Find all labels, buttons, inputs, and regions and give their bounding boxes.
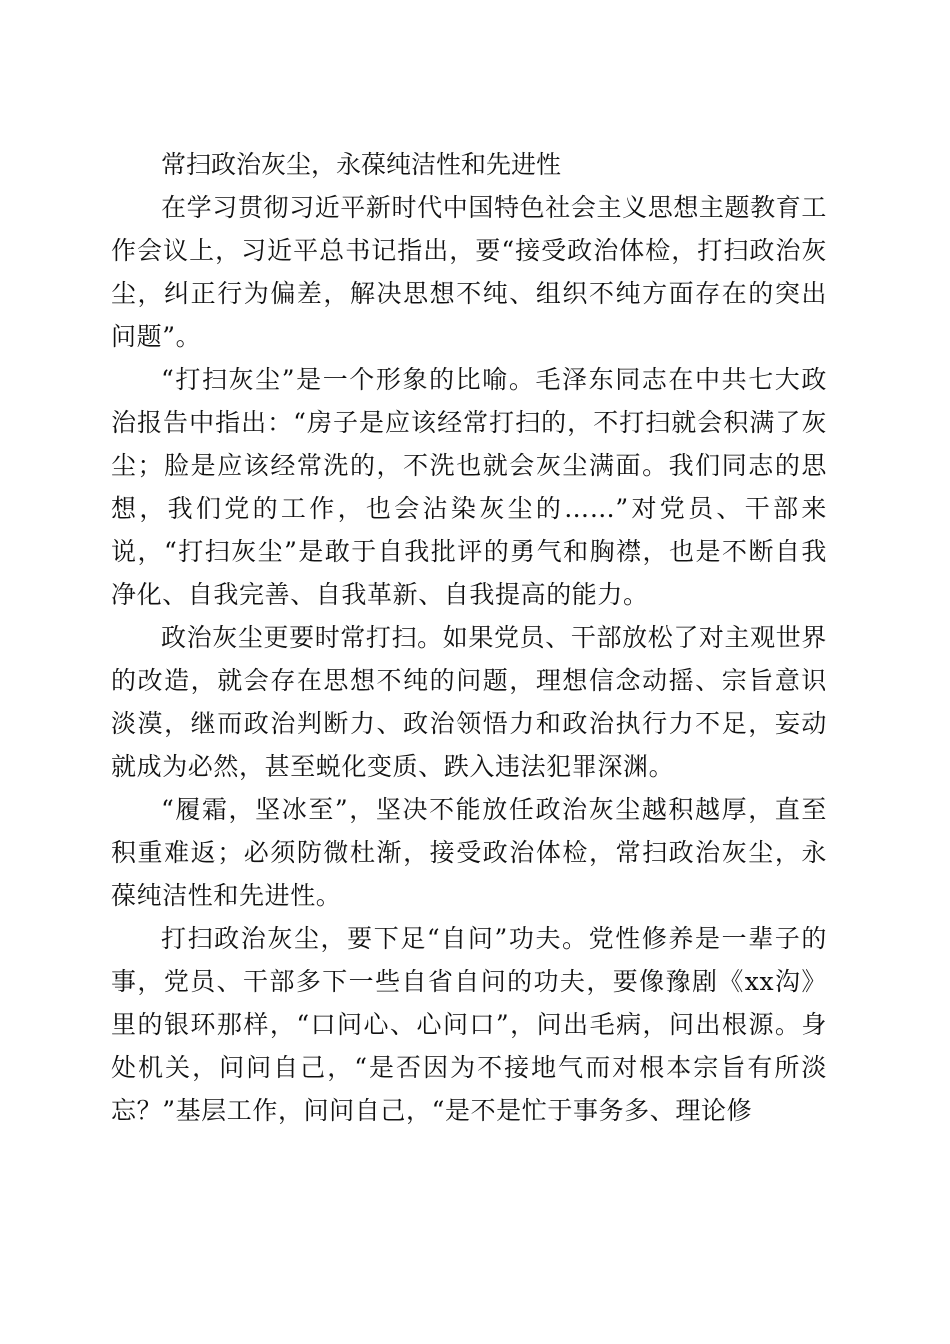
paragraph: 打扫政治灰尘，要下足“自问”功夫。党性修养是一辈子的事，党员、干部多下一些自省自问的功夫，要像豫剧《xx沟》里的银环那样，“口问心、心问口”，问出毛病，问出根源。身处机关，问问自己，“是否因为不接地气而对根本宗旨有所淡忘？”基层工作，问问自己，“是不是忙于事务多、理论修 bbox=[111, 924, 827, 1125]
paragraph: 在学习贯彻习近平新时代中国特色社会主义思想主题教育工作会议上，习近平总书记指出，要“接受政治体检，打扫政治灰尘，纠正行为偏差，解决思想不纯、组织不纯方面存在的突出问题”。 bbox=[111, 193, 827, 351]
paragraph: 政治灰尘更要时常打扫。如果党员、干部放松了对主观世界的改造，就会存在思想不纯的问题，理想信念动摇、宗旨意识淡漠，继而政治判断力、政治领悟力和政治执行力不足，妄动就成为必然，甚至蜕化变质、跌入违法犯罪深渊。 bbox=[111, 623, 827, 781]
document-body bbox=[111, 143, 827, 1132]
document-title: 常扫政治灰尘，永葆纯洁性和先进性 bbox=[161, 150, 562, 179]
paragraph: “打扫灰尘”是一个形象的比喻。毛泽东同志在中共七大政治报告中指出：“房子是应该经常打扫的，不打扫就会积满了灰尘；脸是应该经常洗的，不洗也就会灰尘满面。我们同志的思想，我们党的工作，也会沾染灰尘的……”对党员、干部来说，“打扫灰尘”是敢于自我批评的勇气和胸襟，也是不断自我净化、自我完善、自我革新、自我提高的能力。 bbox=[111, 365, 827, 609]
paragraph: “履霜，坚冰至”，坚决不能放任政治灰尘越积越厚，直至积重难返；必须防微杜渐，接受政治体检，常扫政治灰尘，永葆纯洁性和先进性。 bbox=[111, 795, 827, 910]
